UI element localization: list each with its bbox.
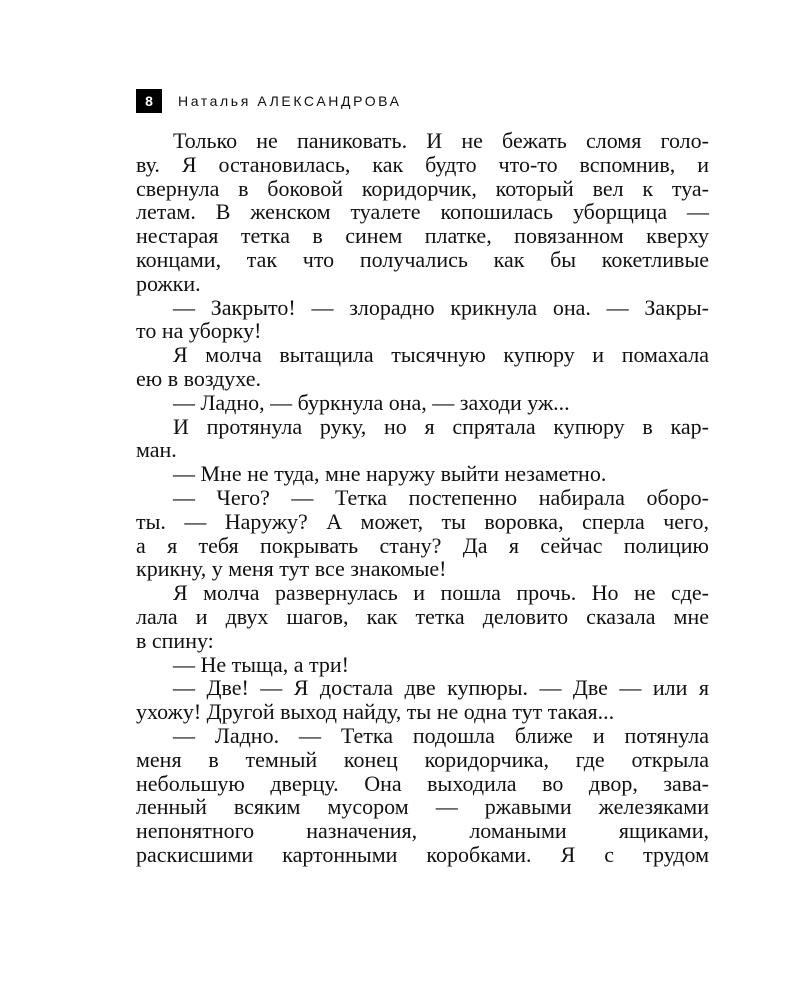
- text-line: раскисшими картонными коробками. Я с трудом: [136, 841, 709, 867]
- page-header: [136, 89, 402, 113]
- text-line: Я молча вытащила тысячную купюру и помахала: [173, 342, 709, 368]
- text-line: ву. Я остановилась, как будто что-то вспомнив, и: [136, 151, 709, 177]
- text-line: — Чего? — Тетка постепенно набирала оборо-: [173, 484, 709, 510]
- text-line: ленный всяким мусором — ржавыми железяками: [136, 794, 709, 820]
- text-line: Я молча развернулась и пошла прочь. Но не сде-: [173, 580, 709, 606]
- text-line: меня в темный конец коридорчика, где открыла: [136, 746, 709, 772]
- text-line: ею в воздухе.: [136, 365, 262, 391]
- text-line: — Две! — Я достала две купюры. — Две — или я: [173, 675, 709, 701]
- text-line: Только не паниковать. И не бежать сломя голо-: [173, 128, 709, 153]
- text-line: то на уборку!: [136, 318, 262, 344]
- text-line: — Мне не туда, мне наружу выйти незаметно.: [173, 461, 607, 487]
- text-line: рожки.: [136, 270, 201, 296]
- text-line: — Закрыто! — злорадно крикнула она. — Закры-: [173, 294, 709, 320]
- text-line: небольшую дверцу. Она выходила во двор, зава-: [136, 770, 709, 796]
- running-head-author: Наталья АЛЕКСАНДРОВА: [178, 93, 402, 109]
- text-line: нестарая тетка в синем платке, повязанном кверху: [136, 223, 709, 249]
- text-line: — Ладно, — буркнула она, — заходи уж...: [173, 389, 570, 415]
- page-number: 8: [136, 89, 162, 113]
- text-line: лала и двух шагов, как тетка деловито сказала мне: [136, 603, 709, 629]
- text-line: ман.: [136, 437, 177, 463]
- text-line: свернула в боковой коридорчик, который вел к туа-: [136, 175, 709, 201]
- text-line: — Ладно. — Тетка подошла ближе и потянула: [173, 722, 709, 748]
- text-line: крикну, у меня тут все знакомые!: [136, 556, 447, 582]
- body-text: [136, 129, 709, 867]
- text-line: летам. В женском туалете копошилась уборщица —: [136, 199, 709, 225]
- text-line: а я тебя покрывать стану? Да я сейчас полицию: [136, 532, 709, 558]
- text-line: непонятного назначения, ломаными ящиками,: [136, 818, 709, 844]
- text-line: — Не тыща, а три!: [173, 651, 349, 677]
- text-line: концами, так что получались как бы кокетливые: [136, 246, 709, 272]
- text-line: ухожу! Другой выход найду, ты не одна тут такая...: [136, 699, 615, 725]
- text-line: ты. — Наружу? А может, ты воровка, сперла чего,: [136, 508, 709, 534]
- text-line: в спину:: [136, 627, 214, 653]
- text-line: И протянула руку, но я спрятала купюру в кар-: [173, 413, 709, 439]
